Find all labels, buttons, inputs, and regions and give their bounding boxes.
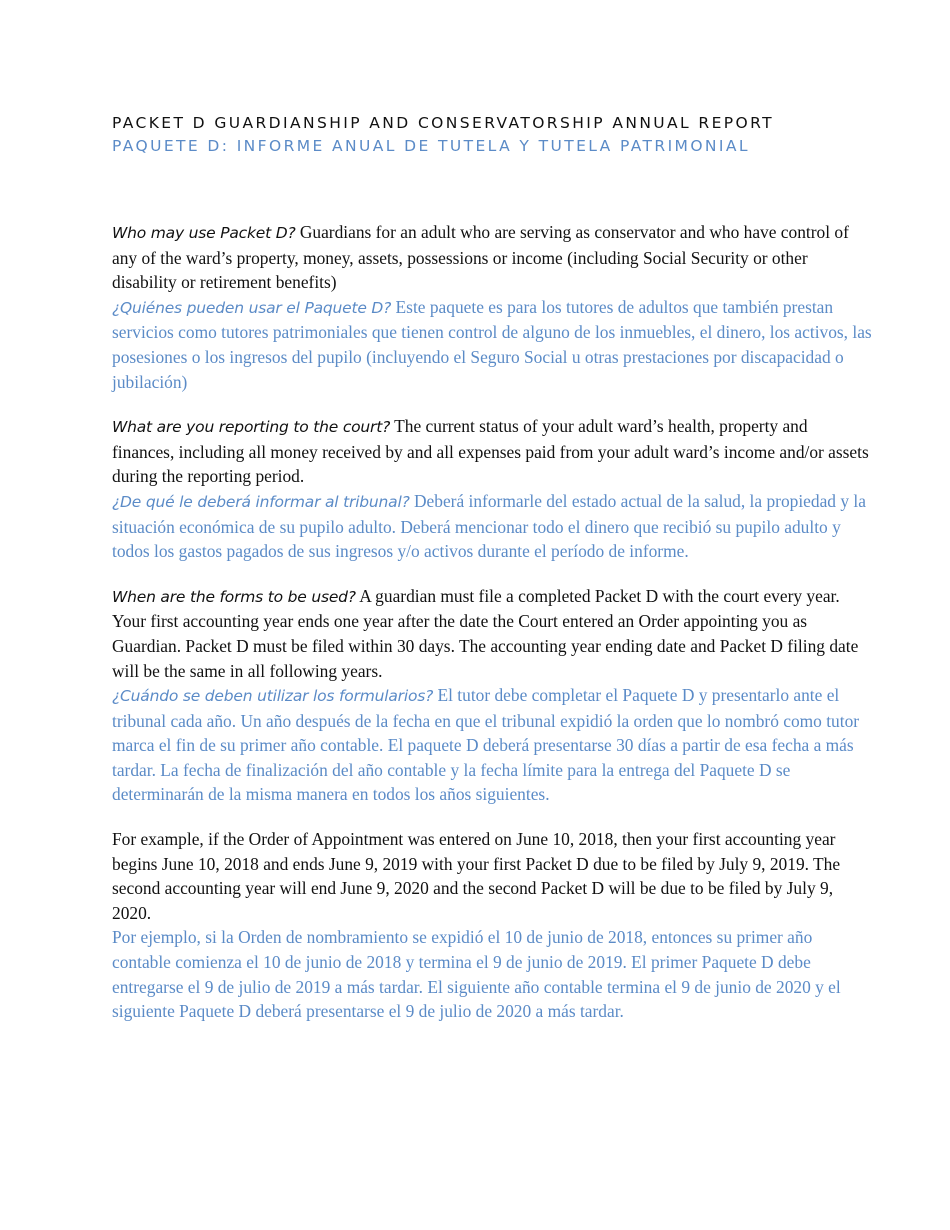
question-heading: ¿Quiénes pueden usar el Paquete D? <box>112 298 392 317</box>
question-heading: Who may use Packet D? <box>112 224 296 242</box>
question-heading: When are the forms to be used? <box>112 587 356 606</box>
document-title-english: PACKET D GUARDIANSHIP AND CONSERVATORSHIP ANNUAL REPORT <box>112 114 775 132</box>
section-what-spanish <box>112 489 872 564</box>
answer-text: Deberá informarle del estado actual de la salud, la propiedad y la situación económica de su pupilo adulto. Deberá mencionar todo el dinero que recibió su pupilo adulto y todos los gastos pagados de sus ingresos y/o activos durante el período de informe. <box>112 490 866 562</box>
document-page <box>112 112 872 1024</box>
section-when-english <box>112 584 872 683</box>
section-what-english <box>112 414 872 489</box>
section-when-spanish <box>112 683 872 807</box>
question-heading: What are you reporting to the court? <box>112 418 391 437</box>
question-heading: ¿De qué le deberá informar al tribunal? <box>112 492 410 511</box>
answer-text: A guardian must file a completed Packet D with the court every year. Your first accounting year ends one year after the date the Court entered an Order appointing you as Guardian. Packet D must be filed within 30 days. The accounting year ending date and Packet D filing date will be the same in all following years. <box>112 585 859 681</box>
section-who-spanish <box>112 295 872 394</box>
document-title-spanish: PAQUETE D: INFORME ANUAL DE TUTELA Y TUTELA PATRIMONIAL <box>112 137 750 155</box>
section-who-english <box>112 220 872 295</box>
answer-text: The current status of your adult ward’s health, property and finances, including all money received by and all expenses paid from your adult ward’s income and/or assets during the reporting period. <box>112 416 869 487</box>
example-english: For example, if the Order of Appointment was entered on June 10, 2018, then your first accounting year begins June 10, 2018 and ends June 9, 2019 with your first Packet D due to be filed by July 9, 2019. The second accounting year will end June 9, 2020 and the second Packet D will be due to be filed by July 9, 2020. <box>112 829 841 923</box>
answer-text: Este paquete es para los tutores de adultos que también prestan servicios como tutores patrimoniales que tienen control de alguno de los inmuebles, el dinero, los activos, las posesiones o los ingresos del pupilo (incluyendo el Seguro Social u otras prestaciones por discapacidad o jubilación) <box>112 296 872 392</box>
question-heading: ¿Cuándo se deben utilizar los formularios? <box>112 687 434 706</box>
answer-text: Guardians for an adult who are serving as conservator and who have control of any of the ward’s property, money, assets, possessions or income (including Social Security or other disability or retirement benefits) <box>112 222 849 293</box>
example-spanish: Por ejemplo, si la Orden de nombramiento se expidió el 10 de junio de 2018, entonces su primer año contable comienza el 10 de junio de 2018 y termina el 9 de junio de 2019. El primer Paquete D debe entregarse el 9 de julio de 2019 a más tardar. El siguiente año contable termina el 9 de junio de 2020 y el siguiente Paquete D deberá presentarse el 9 de julio de 2020 a más tardar. <box>112 927 841 1022</box>
answer-text: El tutor debe completar el Paquete D y presentarlo ante el tribunal cada año. Un año después de la fecha en que el tribunal expidió la orden que lo nombró como tutor marca el fin de su primer año contable. El paquete D deberá presentarse 30 días a partir de esa fecha a más tardar. La fecha de finalización del año contable y la fecha límite para la entrega del Paquete D se determinarán de la misma manera en todos los años siguientes. <box>112 685 860 805</box>
